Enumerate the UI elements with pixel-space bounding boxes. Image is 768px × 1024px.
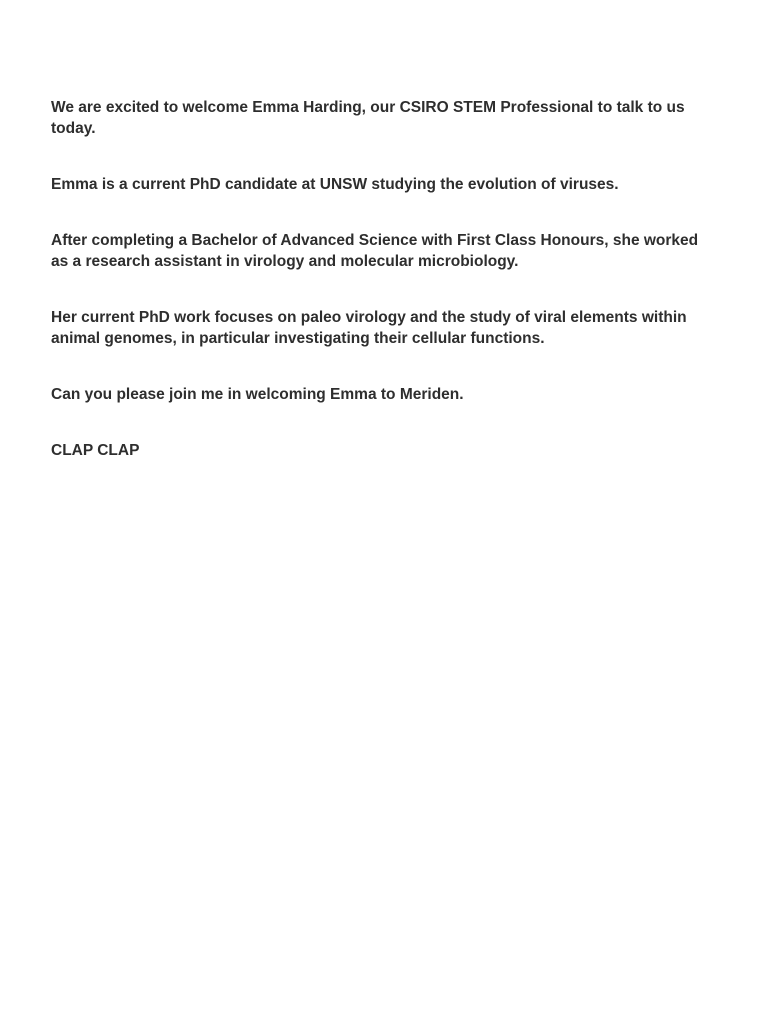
paragraph-background: After completing a Bachelor of Advanced Science with First Class Honours, she worked as a research assistant in virology and molecular microbiology. — [51, 232, 699, 270]
document-body — [51, 97, 711, 496]
paragraph-current-work: Her current PhD work focuses on paleo virology and the study of viral elements within animal genomes, in particular investigating their cellular functions. — [51, 309, 687, 347]
paragraph-welcome: We are excited to welcome Emma Harding, our CSIRO STEM Professional to talk to us today. — [51, 99, 685, 137]
paragraph-phd-candidate: Emma is a current PhD candidate at UNSW studying the evolution of viruses. — [51, 176, 619, 193]
paragraph-clap: CLAP CLAP — [51, 442, 140, 459]
paragraph-join-welcome: Can you please join me in welcoming Emma to Meriden. — [51, 386, 464, 403]
